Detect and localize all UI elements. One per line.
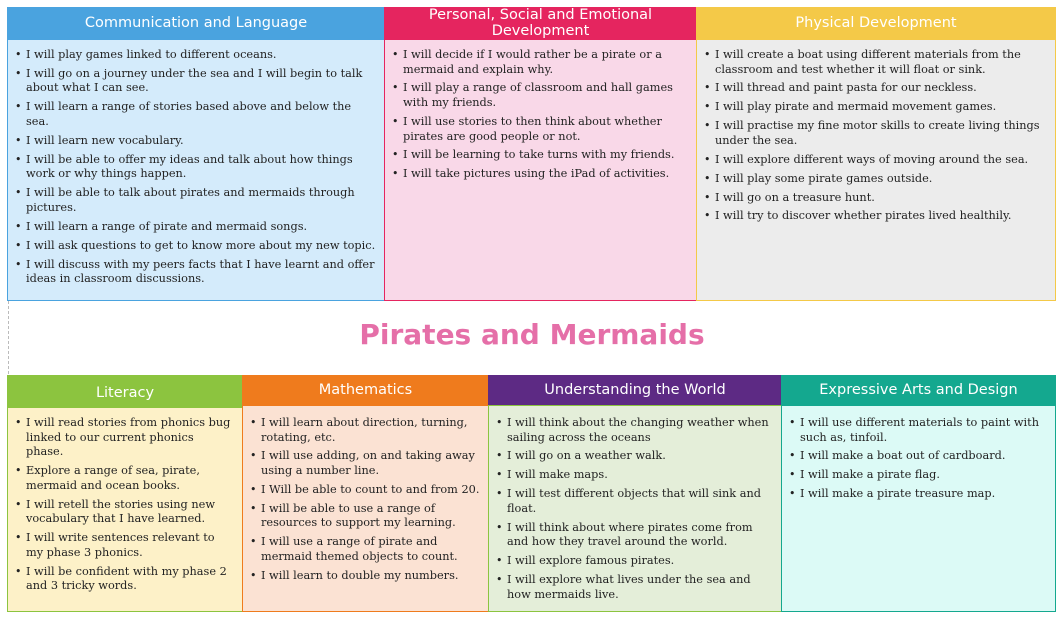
list-item: • I will practise my fine motor skills to create living things under the sea. (715, 119, 1047, 148)
list-item: • Explore a range of sea, pirate, mermaid and ocean books. (26, 464, 234, 493)
list-item: • I will think about the changing weather when sailing across the oceans (507, 416, 773, 445)
list-item: • I will use stories to then think about whether pirates are good people or not. (403, 115, 688, 144)
list-item: • I will use different materials to paint with such as, tinfoil. (800, 416, 1047, 445)
literacy-panel (7, 375, 243, 612)
list-item: • I will test different objects that will sink and float. (507, 487, 773, 516)
personal-panel (384, 7, 697, 301)
list-item: • I will learn a range of pirate and mermaid songs. (26, 220, 376, 235)
literacy-header: Literacy (7, 375, 243, 409)
list-item: • I will decide if I would rather be a pirate or a mermaid and explain why. (403, 48, 688, 77)
list-item: • I will explore what lives under the sea and how mermaids live. (507, 573, 773, 602)
understanding-list (489, 416, 781, 602)
literacy-body (7, 407, 243, 612)
list-item: • I will take pictures using the iPad of activities. (403, 167, 688, 182)
communication-header: Communication and Language (7, 7, 385, 39)
list-item: • I will go on a treasure hunt. (715, 191, 1047, 206)
mathematics-panel (242, 375, 489, 612)
list-item: • I will be able to talk about pirates and mermaids through pictures. (26, 186, 376, 215)
page-title: Pirates and Mermaids (359, 318, 705, 351)
list-item: • I will be able to offer my ideas and talk about how things work or why things happen. (26, 153, 376, 182)
communication-panel (7, 7, 385, 301)
list-item: • I will make a pirate flag. (800, 468, 1047, 483)
mathematics-body (242, 405, 489, 612)
list-item: • I will play pirate and mermaid movement games. (715, 100, 1047, 115)
understanding-header: Understanding the World (488, 375, 782, 405)
physical-header: Physical Development (696, 7, 1056, 39)
list-item: • I will play a range of classroom and hall games with my friends. (403, 81, 688, 110)
list-item: • I will read stories from phonics bug linked to our current phonics phase. (26, 416, 234, 460)
list-item: • I will explore different ways of moving around the sea. (715, 153, 1047, 168)
expressive-panel (781, 375, 1056, 612)
communication-body (7, 39, 385, 301)
list-item: • I will retell the stories using new vocabulary that I have learned. (26, 498, 234, 527)
list-item: • I will be learning to take turns with my friends. (403, 148, 688, 163)
list-item: • I will be confident with my phase 2 and 3 tricky words. (26, 565, 234, 594)
list-item: • I will thread and paint pasta for our neckless. (715, 81, 1047, 96)
expressive-header: Expressive Arts and Design (781, 375, 1056, 405)
list-item: • I will explore famous pirates. (507, 554, 773, 569)
list-item: • I will ask questions to get to know more about my new topic. (26, 239, 376, 254)
list-item: • I will be able to use a range of resources to support my learning. (261, 502, 480, 531)
list-item: • I will learn about direction, turning, rotating, etc. (261, 416, 480, 445)
list-item: • I will learn to double my numbers. (261, 569, 480, 584)
list-item: • I will use adding, on and taking away using a number line. (261, 449, 480, 478)
mathematics-list (243, 416, 488, 583)
list-item: • I will learn a range of stories based above and below the sea. (26, 100, 376, 129)
physical-list (697, 48, 1055, 224)
list-item: • I will make a boat out of cardboard. (800, 449, 1047, 464)
personal-header: Personal, Social and Emotional Development (384, 7, 697, 39)
personal-list (385, 48, 696, 182)
understanding-panel (488, 375, 782, 612)
list-item: • I Will be able to count to and from 20. (261, 483, 480, 498)
physical-body (696, 39, 1056, 301)
list-item: • I will learn new vocabulary. (26, 134, 376, 149)
understanding-body (488, 405, 782, 612)
personal-body (384, 39, 697, 301)
list-item: • I will write sentences relevant to my phase 3 phonics. (26, 531, 234, 560)
list-item: • I will discuss with my peers facts that I have learnt and offer ideas in classroom discussions. (26, 258, 376, 287)
list-item: • I will create a boat using different materials from the classroom and test whether it will float or sink. (715, 48, 1047, 77)
list-item: • I will go on a weather walk. (507, 449, 773, 464)
list-item: • I will make maps. (507, 468, 773, 483)
communication-list (8, 48, 384, 287)
expressive-body (781, 405, 1056, 612)
physical-panel (696, 7, 1056, 301)
list-item: • I will go on a journey under the sea and I will begin to talk about what I can see. (26, 67, 376, 96)
list-item: • I will make a pirate treasure map. (800, 487, 1047, 502)
mathematics-header: Mathematics (242, 375, 489, 405)
list-item: • I will use a range of pirate and mermaid themed objects to count. (261, 535, 480, 564)
list-item: • I will think about where pirates come from and how they travel around the world. (507, 521, 773, 550)
expressive-list (782, 416, 1055, 502)
list-item: • I will try to discover whether pirates lived healthily. (715, 209, 1047, 224)
list-item: • I will play games linked to different oceans. (26, 48, 376, 63)
list-item: • I will play some pirate games outside. (715, 172, 1047, 187)
literacy-list (8, 416, 242, 594)
